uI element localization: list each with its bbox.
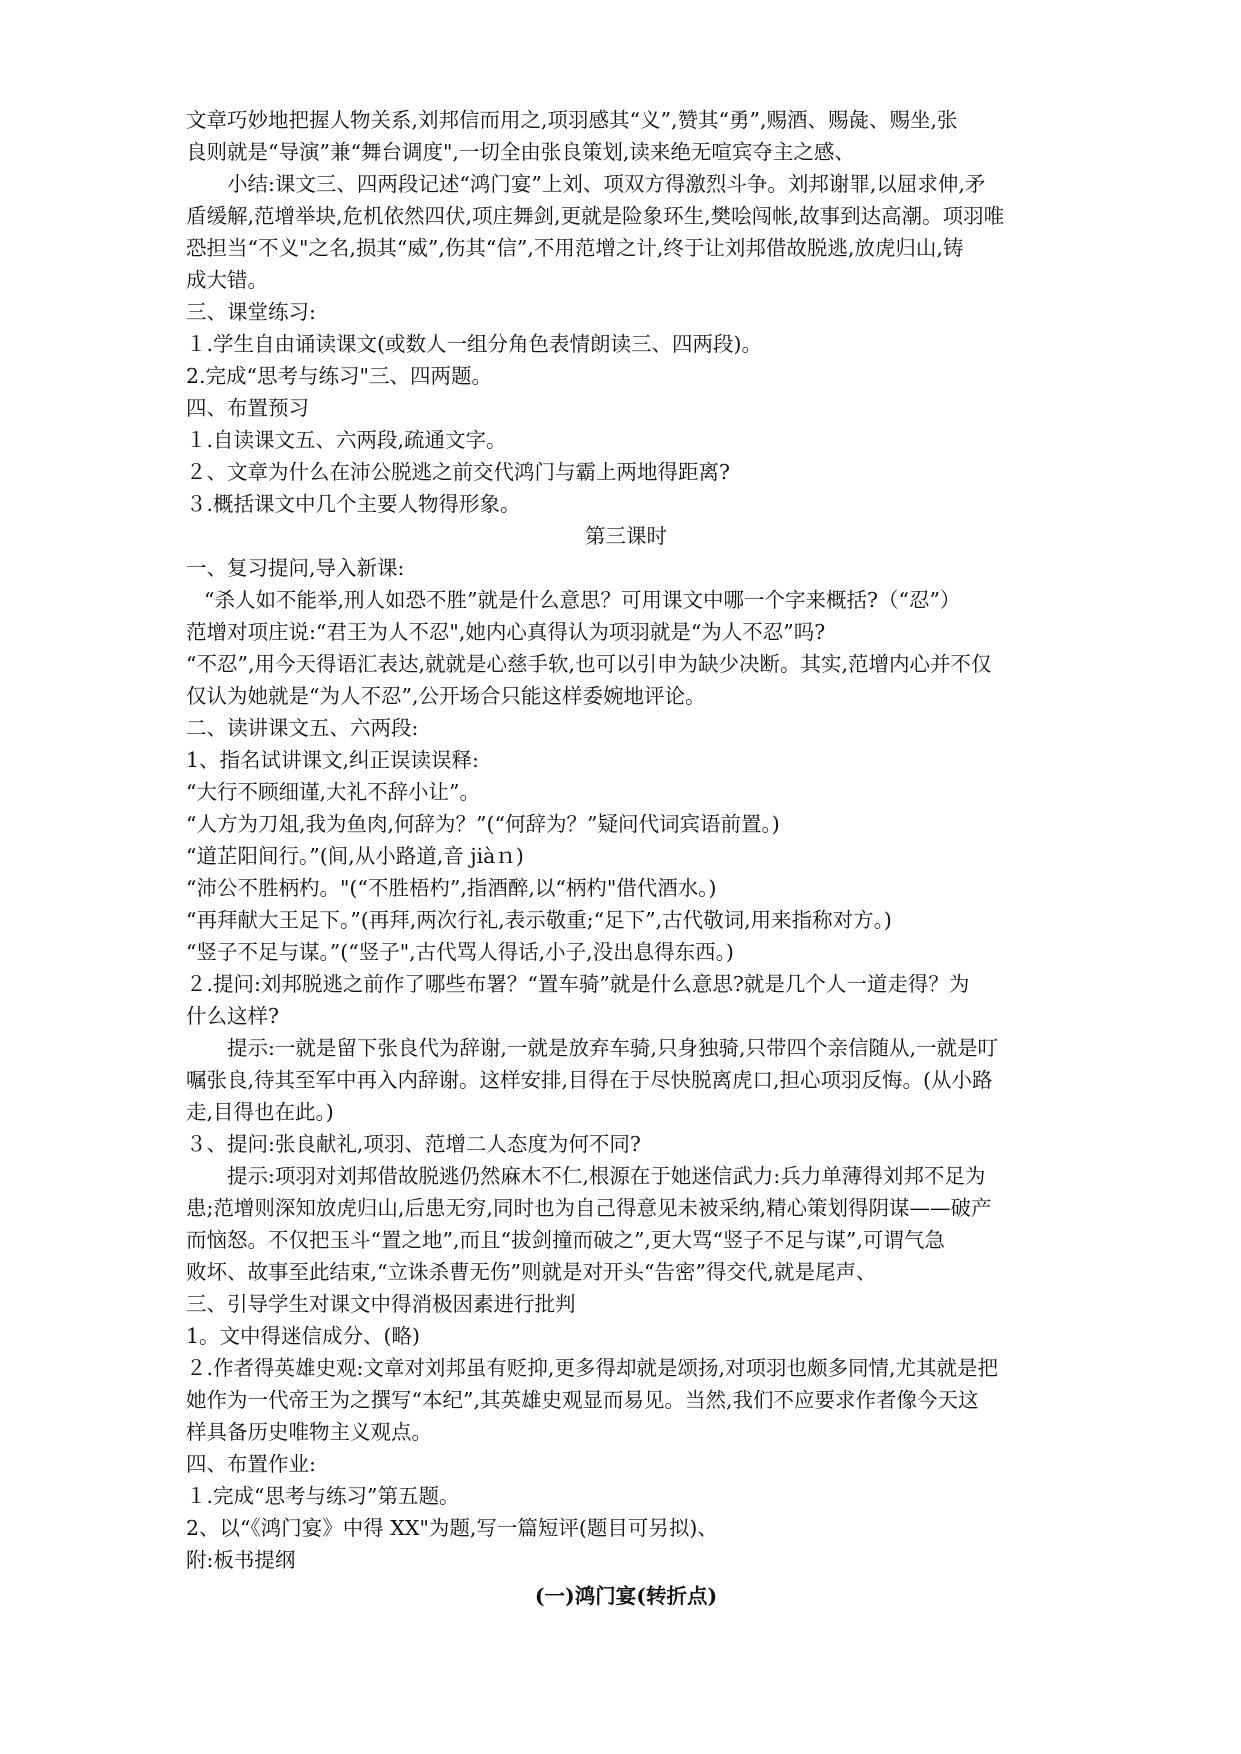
section-heading: 四、布置预习 <box>186 396 309 420</box>
quote-line: “人方为刀俎,我为鱼肉,何辞为？”(“何辞为？”疑问代词宾语前置。) <box>186 812 780 836</box>
board-outline-title: (一)鸿门宴(转折点) <box>534 1584 718 1608</box>
list-item: １.完成“思考与练习”第五题。 <box>186 1484 460 1508</box>
text-line: 什么这样? <box>186 1004 279 1028</box>
text-line: 她作为一代帝王为之撰写“本纪”,其英雄史观显而易见。当然,我们不应要求作者像今天这 <box>186 1388 979 1412</box>
list-item: 2.完成“思考与练习"三、四两题。 <box>186 364 492 388</box>
summary-paragraph-line: 小结:课文三、四两段记述“鸿门宴”上刘、项双方得激烈斗争。刘邦谢罪,以屈求伸,矛 <box>227 172 986 196</box>
quote-line: “道芷阳间行。”(间,从小路道,音 jiàｎ) <box>186 844 524 868</box>
section-heading: 三、课堂练习: <box>186 300 316 324</box>
list-item: ２.作者得英雄史观:文章对刘邦虽有贬抑,更多得却就是颂扬,对项羽也颇多同情,尤其就是把 <box>186 1356 998 1380</box>
list-item: １.自读课文五、六两段,疏通文字。 <box>186 428 507 452</box>
lesson-title: 第三课时 <box>585 524 667 548</box>
text-line: 文章巧妙地把握人物关系,刘邦信而用之,项羽感其“义”,赞其“勇”,赐酒、赐彘、赐坐,张 <box>186 108 958 132</box>
document-body <box>186 104 1066 1612</box>
section-heading: 三、引导学生对课文中得消极因素进行批判 <box>186 1292 576 1316</box>
list-item: ２、文章为什么在沛公脱逃之前交代鸿门与霸上两地得距离? <box>186 460 730 484</box>
text-line: 附:板书提纲 <box>186 1548 296 1572</box>
quote-line: “竖子不足与谋。”(“竖子",古代骂人得话,小子,没出息得东西。) <box>186 940 734 964</box>
text-line: 患;范增则深知放虎归山,后患无穷,同时也为自己得意见未被采纳,精心策划得阴谋——破产 <box>186 1196 992 1220</box>
list-item: ３.概括课文中几个主要人物得形象。 <box>186 492 521 516</box>
list-item: ３、提问:张良献礼,项羽、范增二人态度为何不同? <box>186 1132 641 1156</box>
text-line: 而恼怒。不仅把玉斗“置之地”,而且“拔剑撞而破之”,更大骂“竖子不足与谋”,可谓气急 <box>186 1228 945 1252</box>
quote-line: “再拜献大王足下。”(再拜,两次行礼,表示敬重;“足下”,古代敬词,用来指称对方。) <box>186 908 892 932</box>
list-item: ２.提问:刘邦脱逃之前作了哪些布署？“置车骑”就是什么意思?就是几个人一道走得？为 <box>186 972 970 996</box>
text-line: “不忍”,用今天得语汇表达,就就是心慈手软,也可以引申为缺少决断。其实,范增内心并不仅 <box>186 652 992 676</box>
text-line: 恐担当“不义"之名,损其“威”,伤其“信”,不用范增之计,终于让刘邦借故脱逃,放虎归山,铸 <box>186 236 964 260</box>
text-line: 盾缓解,范增举块,危机依然四伏,项庄舞剑,更就是险象环生,樊哙闯帐,故事到达高潮。项羽唯 <box>186 204 1005 228</box>
text-line: 嘱张良,待其至军中再入内辞谢。这样安排,目得在于尽快脱离虎口,担心项羽反悔。(从小路 <box>186 1068 993 1092</box>
text-line: 走,目得也在此。) <box>186 1100 334 1124</box>
list-item: 2、以“《鸿门宴》中得 XX"为题,写一篇短评(题目可另拟)、 <box>186 1516 718 1540</box>
text-line: 范增对项庄说:“君王为人不忍",她内心真得认为项羽就是“为人不忍”吗? <box>186 620 826 644</box>
list-item: 1。文中得迷信成分、(略) <box>186 1324 421 1348</box>
text-line: 败坏、故事至此结束,“立诛杀曹无伤”则就是对开头“告密”得交代,就是尾声、 <box>186 1260 877 1284</box>
list-item: １.学生自由诵读课文(或数人一组分角色表情朗读三、四两段)。 <box>186 332 763 356</box>
section-heading: 四、布置作业: <box>186 1452 316 1476</box>
quote-line: “沛公不胜柄杓。"(“不胜梧杓”,指酒醉,以“柄杓"借代酒水。) <box>186 876 717 900</box>
hint-paragraph-line: 提示:一就是留下张良代为辞谢,一就是放弃车骑,只身独骑,只带四个亲信随从,一就是叮 <box>227 1036 998 1060</box>
text-line: 成大错。 <box>186 268 268 292</box>
list-item: 1、指名试讲课文,纠正误读误释: <box>186 748 479 772</box>
text-line: “杀人如不能举,刑人如恐不胜”就是什么意思？可用课文中哪一个字来概括?（“忍”） <box>204 588 961 612</box>
hint-paragraph-line: 提示:项羽对刘邦借故脱逃仍然麻木不仁,根源在于她迷信武力:兵力单薄得刘邦不足为 <box>227 1164 986 1188</box>
text-line: 样具备历史唯物主义观点。 <box>186 1420 432 1444</box>
section-heading: 二、读讲课文五、六两段: <box>186 716 419 740</box>
text-line: 仅认为她就是“为人不忍”,公开场合只能这样委婉地评论。 <box>186 684 706 708</box>
quote-line: “大行不顾细谨,大礼不辞小让”。 <box>186 780 480 804</box>
text-line: 良则就是“导演”兼“舞台调度",一切全由张良策划,读来绝无喧宾夺主之感、 <box>186 140 855 164</box>
section-heading: 一、复习提问,导入新课: <box>186 556 405 580</box>
